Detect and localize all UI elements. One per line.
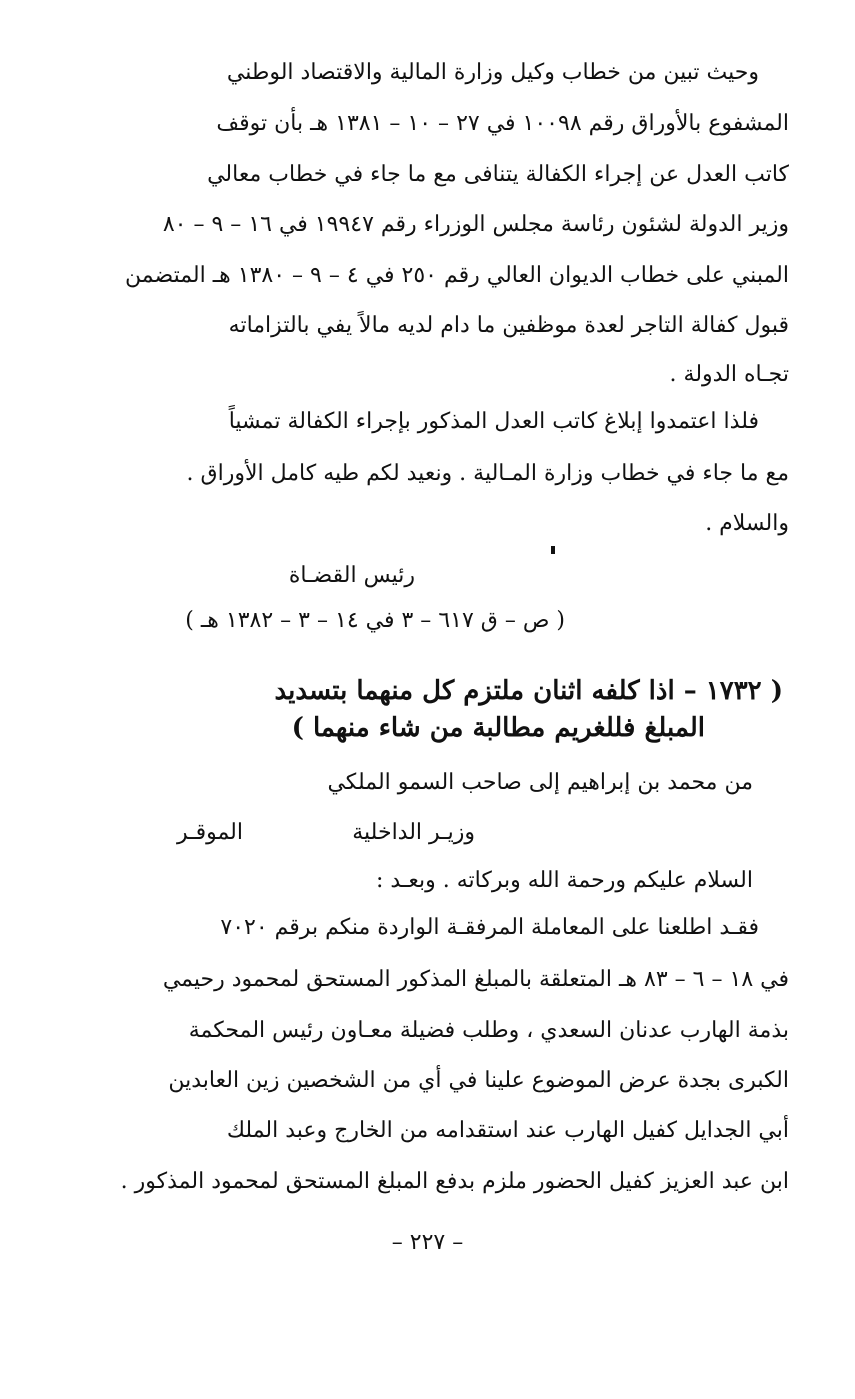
section-heading-line-1: ( ١٧٣٢ – اذا كلفه اثنان ملتزم كل منهما بتسديد <box>274 676 783 706</box>
para3-line-6: ابن عبد العزيز كفيل الحضور ملزم بدفع المبلغ المستحق لمحمود المذكور . <box>120 1169 789 1194</box>
para3-line-4: الكبرى بجدة عرض الموضوع علينا في أي من الشخصين زين العابدين <box>168 1068 789 1093</box>
para3-line-5: أبي الجدايل كفيل الهارب عند استقدامه من الخارج وعبد الملك <box>226 1118 789 1143</box>
para1-line-6: قبول كفالة التاجر لعدة موظفين ما دام لديه مالاً يفي بالتزاماته <box>228 313 789 338</box>
section-heading-line-2: المبلغ فللغريم مطالبة من شاء منهما ) <box>291 713 705 743</box>
para1-line-3: كاتب العدل عن إجراء الكفالة يتنافى مع ما جاء في خطاب معالي <box>207 162 789 187</box>
greeting-line: السلام عليكم ورحمة الله وبركاته . وبعـد : <box>376 868 753 893</box>
signature-title: رئيس القضـاة <box>288 563 415 588</box>
para3-line-1: فقـد اطلعنا على المعاملة المرفقـة الواردة منكم برقم ٧٠٢٠ <box>220 915 759 940</box>
para1-line-4: وزير الدولة لشئون رئاسة مجلس الوزراء رقم ١٩٩٤٧ في ١٦ – ٩ – ٨٠ <box>162 212 789 237</box>
reference-line: ( ص – ق ٦١٧ – ٣ في ١٤ – ٣ – ١٣٨٢ هـ ) <box>185 608 565 633</box>
para1-line-2: المشفوع بالأوراق رقم ١٠٠٩٨ في ٢٧ – ١٠ – ١٣٨١ هـ بأن توقف <box>216 111 789 136</box>
para2-line-1: فلذا اعتمدوا إبلاغ كاتب العدل المذكور بإجراء الكفالة تمشياً <box>228 409 759 434</box>
para1-line-1: وحيث تبين من خطاب وكيل وزارة المالية والاقتصاد الوطني <box>226 60 759 85</box>
para1-line-5: المبني على خطاب الديوان العالي رقم ٢٥٠ في ٤ – ٩ – ١٣٨٠ هـ المتضمن <box>125 263 789 288</box>
para3-line-2: في ١٨ – ٦ – ٨٣ هـ المتعلقة بالمبلغ المذكور المستحق لمحمود رحيمي <box>162 967 789 992</box>
recipient-honorific: الموقـر <box>177 820 243 845</box>
page-number: – ٢٢٧ – <box>391 1230 464 1255</box>
recipient-title: وزيـر الداخلية <box>352 820 475 845</box>
from-line: من محمد بن إبراهيم إلى صاحب السمو الملكي <box>327 770 753 795</box>
ink-mark <box>551 546 555 554</box>
para3-line-3: بذمة الهارب عدنان السعدي ، وطلب فضيلة معـاون رئيس المحكمة <box>188 1018 789 1043</box>
para1-line-7: تجـاه الدولة . <box>669 362 789 387</box>
para2-line-2: مع ما جاء في خطاب وزارة المـالية . ونعيد لكم طيه كامل الأوراق . <box>186 461 789 486</box>
para2-line-3: والسلام . <box>705 511 789 536</box>
